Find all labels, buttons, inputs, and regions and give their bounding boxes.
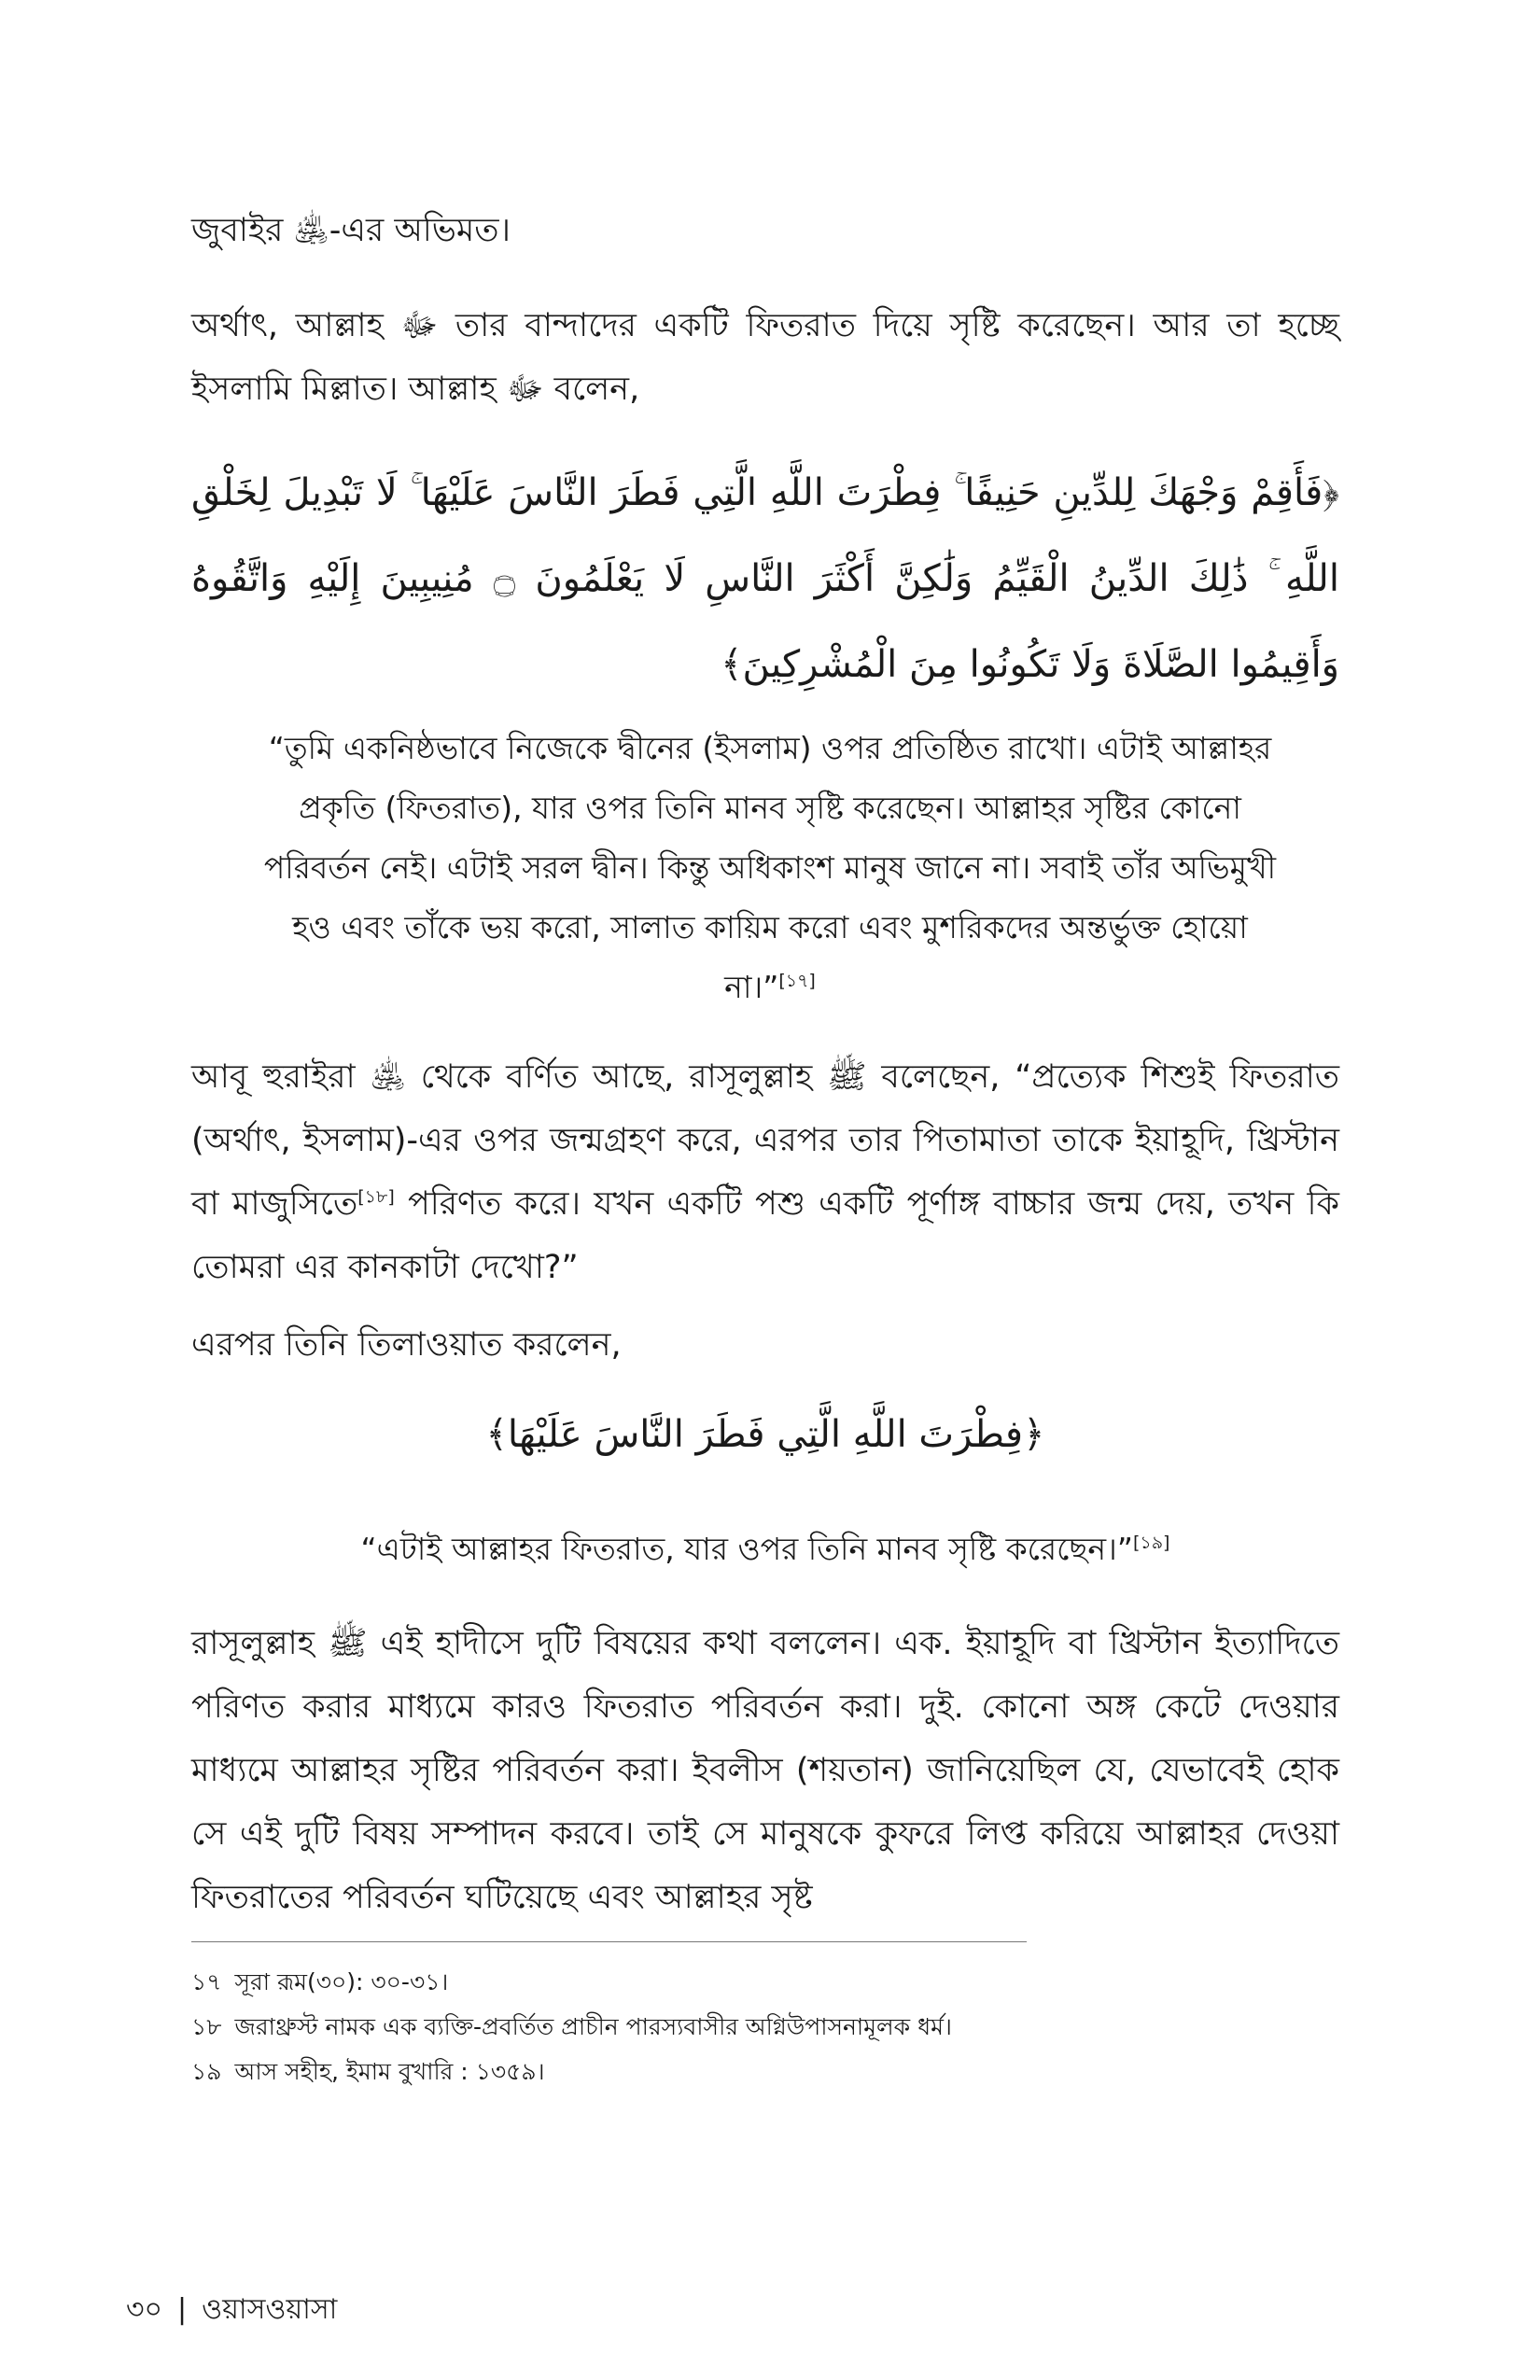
hadith-text-part-1: আবূ হুরাইরা ﵁ থেকে বর্ণিত আছে, রাসূলুল্লাহ ﷺ বলেছেন, “প্রত্যেক শিশুই ফিতরাত (অর্থাৎ, ইসলাম)-এর ওপর জন্মগ্রহণ করে, এরপর তার পিতামাতা তাকে ইয়াহূদি, খ্রিস্টান বা মাজুসিতে xyxy=(191,1058,1339,1223)
quote-1-text: “তুমি একনিষ্ঠভাবে নিজেকে দ্বীনের (ইসলাম) ওপর প্রতিষ্ঠিত রাখো। এটাই আল্লাহর প্রকৃতি (ফিতরাত), যার ওপর তিনি মানব সৃষ্টি করেছেন। আল্লাহর সৃষ্টির কোনো পরিবর্তন নেই। এটাই সরল দ্বীন। কিন্তু অধিকাংশ মানুষ জানে না। সবাই তাঁর অভিমুখী হও এবং তাঁকে ভয় করো, সালাত কায়িম করো এবং মুশরিকদের অন্তর্ভুক্ত হোয়ো না।” xyxy=(263,730,1277,1005)
quote-2-text: “এটাই আল্লাহর ফিতরাত, যার ওপর তিনি মানব সৃষ্টি করেছেন।” xyxy=(360,1531,1133,1567)
footnote-divider xyxy=(191,1941,1027,1942)
footnote-ref-19: [১৯] xyxy=(1132,1533,1170,1553)
footnote-ref-18: [১৮] xyxy=(357,1186,395,1208)
footnote-text: সূরা রূম(৩০): ৩০-৩১। xyxy=(234,1968,449,1995)
paragraph-opening: জুবাইর ﵁-এর অভিমত। xyxy=(191,212,511,249)
footnote-item xyxy=(191,1960,1339,2005)
footnote-number: ১৮ xyxy=(191,2013,222,2040)
translation-quote-2 xyxy=(191,1519,1339,1579)
translation-quote-1 xyxy=(257,719,1283,1017)
arabic-verse-rum-30-31: ﴿فَأَقِمْ وَجْهَكَ لِلدِّينِ حَنِيفًا ۚ فِطْرَتَ اللَّهِ الَّتِي فَطَرَ النَّاسَ عَلَيْهَا ۚ لَا تَبْدِيلَ لِخَلْقِ اللَّهِ ۚ ذَٰلِكَ الدِّينُ الْقَيِّمُ وَلَٰكِنَّ أَكْثَرَ النَّاسِ لَا يَعْلَمُونَ ۝ مُنِيبِينَ إِلَيْهِ وَاتَّقُوهُ وَأَقِيمُوا الصَّلَاةَ وَلَا تَكُونُوا مِنَ الْمُشْرِكِينَ﴾ xyxy=(191,471,1339,686)
footer-separator: | xyxy=(177,2293,188,2326)
paragraph-explanation: রাসূলুল্লাহ ﷺ এই হাদীসে দুটি বিষয়ের কথা বললেন। এক. ইয়াহূদি বা খ্রিস্টান ইত্যাদিতে পরিণত করার মাধ্যমে কারও ফিতরাত পরিবর্তন করা। দুই. কোনো অঙ্গ কেটে দেওয়ার মাধ্যমে আল্লাহর সৃষ্টির পরিবর্তন করা। ইবলীস (শয়তান) জানিয়েছিল যে, যেভাবেই হোক সে এই দুটি বিষয় সম্পাদন করবে। তাই সে মানুষকে কুফরে লিপ্ত করিয়ে আল্লাহর দেওয়া ফিতরাতের পরিবর্তন ঘটিয়েছে এবং আল্লাহর সৃষ্ট xyxy=(191,1625,1339,1916)
footnote-text: জরাথ্রুস্ট নামক এক ব্যক্তি-প্রবর্তিত প্রাচীন পারস্যবাসীর অগ্নিউপাসনামূলক ধর্ম। xyxy=(234,2013,952,2040)
page-footer xyxy=(126,2291,337,2329)
footnote-item xyxy=(191,2050,1339,2094)
book-title: ওয়াসওয়াসা xyxy=(202,2293,338,2326)
paragraph-fitrah-intro: অর্থাৎ, আল্লাহ ﷻ তার বান্দাদের একটি ফিতরাত দিয়ে সৃষ্টি করেছেন। আর তা হচ্ছে ইসলামি মিল্লাত। আল্লাহ ﷻ বলেন, xyxy=(191,307,1340,408)
footnote-ref-17: [১৭] xyxy=(778,971,816,991)
paragraph-recitation: এরপর তিনি তিলাওয়াত করলেন, xyxy=(191,1326,622,1364)
page-number: ৩০ xyxy=(126,2293,163,2326)
arabic-verse-fitrah: ﴿فِطْرَتَ اللَّهِ الَّتِي فَطَرَ النَّاسَ عَلَيْهَا﴾ xyxy=(485,1413,1045,1456)
footnote-text: আস সহীহ, ইমাম বুখারি : ১৩৫৯। xyxy=(234,2058,545,2085)
footnote-number: ১৯ xyxy=(191,2058,222,2085)
paragraph-hadith xyxy=(191,1045,1339,1299)
footnote-item xyxy=(191,2005,1339,2050)
hadith-text-part-2: পরিণত করে। যখন একটি পশু একটি পূর্ণাঙ্গ বাচ্চার জন্ম দেয়, তখন কি তোমরা এর কানকাটা দেখো?” xyxy=(191,1185,1339,1286)
footnotes-list xyxy=(191,1960,1339,2094)
footnote-number: ১৭ xyxy=(191,1968,222,1995)
